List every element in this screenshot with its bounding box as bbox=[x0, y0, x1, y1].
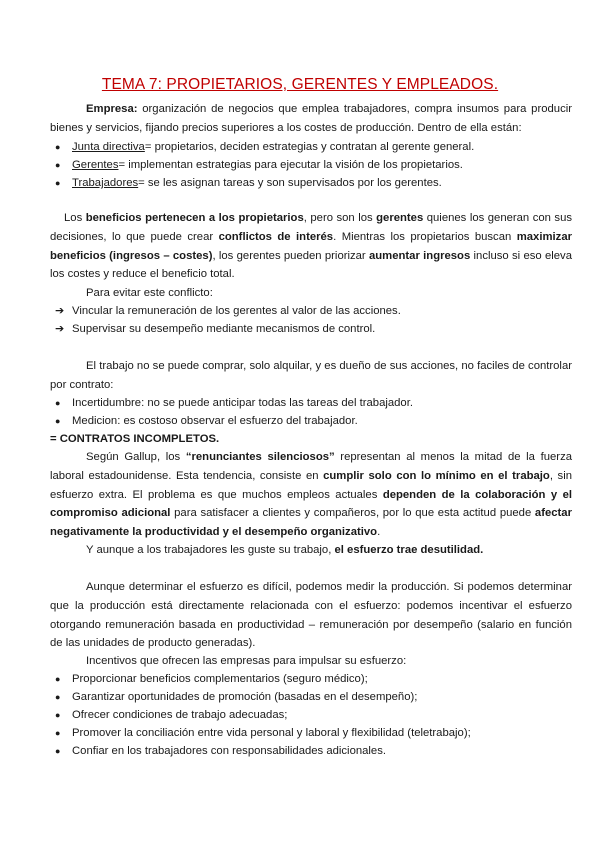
role-text: = propietarios, deciden estrategias y contratan al gerente general. bbox=[144, 141, 475, 153]
bullet-icon: ● bbox=[55, 728, 61, 738]
contracts-conclusion bbox=[50, 430, 219, 449]
text-span: , los gerentes pueden priorizar bbox=[212, 249, 369, 262]
text-span: . bbox=[377, 526, 381, 539]
incentives-intro: Incentivos que ofrecen las empresas para impulsar su esfuerzo: bbox=[86, 655, 407, 667]
bold-span: conflictos de interés bbox=[218, 230, 334, 243]
list-item bbox=[55, 138, 475, 157]
arrow-item-text: Vincular la remuneración de los gerentes al valor de las acciones. bbox=[72, 305, 401, 317]
text-span: incluso si eso eleva los costes y reduce el beneficio total. bbox=[50, 249, 572, 281]
page-title: TEMA 7: PROPIETARIOS, GERENTES Y EMPLEADOS. bbox=[101, 76, 499, 93]
bold-span: cumplir solo con lo mínimo en el trabajo bbox=[323, 469, 550, 482]
intro-term: Empresa: bbox=[86, 103, 138, 115]
bullet-icon: ● bbox=[55, 178, 61, 188]
bold-span: maximizar beneficios (ingresos – costes) bbox=[50, 230, 572, 262]
list-item bbox=[55, 724, 471, 743]
bullet-icon: ● bbox=[55, 746, 61, 756]
text-span: quienes los generan con sus decisiones, lo que puede crear bbox=[50, 212, 573, 243]
arrow-right-icon: ➔ bbox=[55, 305, 65, 317]
incentive-text: Garantizar oportunidades de promoción (basadas en el desempeño); bbox=[72, 691, 418, 703]
text-span: Los bbox=[64, 212, 86, 224]
bold-span: aumentar ingresos bbox=[369, 249, 471, 262]
text-span: para satisfacer a clientes y compañeros, por lo que esta actitud puede bbox=[170, 507, 535, 520]
bullet-icon: ● bbox=[55, 142, 61, 152]
benefits-paragraph bbox=[50, 209, 572, 284]
text-span: . Mientras los propietarios buscan bbox=[333, 230, 517, 243]
work-text: El trabajo no se puede comprar, solo alquilar, y es dueño de sus acciones, no faciles de controlar por contrato: bbox=[50, 360, 572, 391]
role-term: Gerentes bbox=[72, 159, 119, 171]
bullet-icon: ● bbox=[55, 416, 61, 426]
text-span: , pero son los bbox=[303, 212, 377, 224]
bold-span: gerentes bbox=[376, 212, 424, 224]
contracts-text: = CONTRATOS INCOMPLETOS. bbox=[50, 433, 220, 445]
role-term: Trabajadores bbox=[72, 177, 139, 189]
bullet-icon: ● bbox=[55, 160, 61, 170]
role-term: Junta directiva bbox=[72, 141, 145, 153]
text-span: Y aunque a los trabajadores les guste su trabajo, bbox=[86, 544, 335, 556]
bullet-icon: ● bbox=[55, 674, 61, 684]
text-span: representan al menos la mitad de la fuerza laboral estadounidense. Esta tendencia, consiste en bbox=[50, 451, 573, 482]
production-text: Aunque determinar el esfuerzo es difícil, podemos medir la producción. Si podemos determinar que la producción está directamente relacionada con el esfuerzo: podemos incentivar el esfuerzo otorgando remuneración basada en productividad – remuneración por desempeño (salario en función de las unidades de producto generadas). bbox=[50, 581, 572, 650]
bold-span: dependen de la colaboración y el compromiso adicional bbox=[50, 488, 572, 520]
role-text: = implementan estrategias para ejecutar la visión de los propietarios. bbox=[118, 159, 463, 171]
bullet-icon: ● bbox=[55, 692, 61, 702]
arrow-item bbox=[55, 320, 376, 339]
list-item bbox=[55, 688, 418, 707]
bold-span: beneficios pertenecen a los propietarios bbox=[85, 212, 304, 224]
intro-text: organización de negocios que emplea trabajadores, compra insumos para producir bienes y servicios, fijando precios superiores a los costes de producción. Dentro de ella están: bbox=[50, 103, 572, 134]
role-text: = se les asignan tareas y son supervisados por los gerentes. bbox=[138, 177, 442, 189]
bold-span: afectar negativamente la productividad y el desempeño organizativo bbox=[50, 507, 572, 539]
bold-span: el esfuerzo trae desutilidad. bbox=[334, 544, 484, 556]
gallup-paragraph bbox=[50, 448, 572, 542]
list-item bbox=[55, 706, 288, 725]
incentive-text: Confiar en los trabajadores con responsabilidades adicionales. bbox=[72, 745, 386, 757]
incentive-text: Ofrecer condiciones de trabajo adecuadas; bbox=[72, 709, 288, 721]
list-item bbox=[55, 742, 386, 761]
bold-span: “renunciantes silenciosos” bbox=[185, 451, 335, 463]
list-item bbox=[55, 156, 463, 175]
arrow-right-icon: ➔ bbox=[55, 323, 65, 335]
work-paragraph bbox=[50, 357, 572, 395]
text-span: , sin esfuerzo extra. El problema es que muchos empleos actuales bbox=[50, 469, 572, 501]
list-item bbox=[55, 412, 358, 431]
list-item bbox=[55, 670, 368, 689]
list-item bbox=[55, 394, 413, 413]
work-item-text: Medicion: es costoso observar el esfuerzo del trabajador. bbox=[72, 415, 358, 427]
incentive-text: Proporcionar beneficios complementarios (seguro médico); bbox=[72, 673, 368, 685]
arrow-item bbox=[55, 302, 401, 321]
bullet-icon: ● bbox=[55, 710, 61, 720]
intro-paragraph bbox=[50, 100, 572, 138]
work-item-text: Incertidumbre: no se puede anticipar todas las tareas del trabajador. bbox=[72, 397, 413, 409]
bullet-icon: ● bbox=[55, 398, 61, 408]
text-span: Según Gallup, los bbox=[86, 451, 186, 463]
incentive-text: Promover la conciliación entre vida personal y laboral y flexibilidad (teletrabajo); bbox=[72, 727, 471, 739]
arrow-item-text: Supervisar su desempeño mediante mecanismos de control. bbox=[72, 323, 376, 335]
avoid-intro: Para evitar este conflicto: bbox=[86, 287, 213, 299]
list-item bbox=[55, 174, 442, 193]
disutility-line bbox=[86, 541, 483, 560]
production-paragraph bbox=[50, 578, 572, 653]
